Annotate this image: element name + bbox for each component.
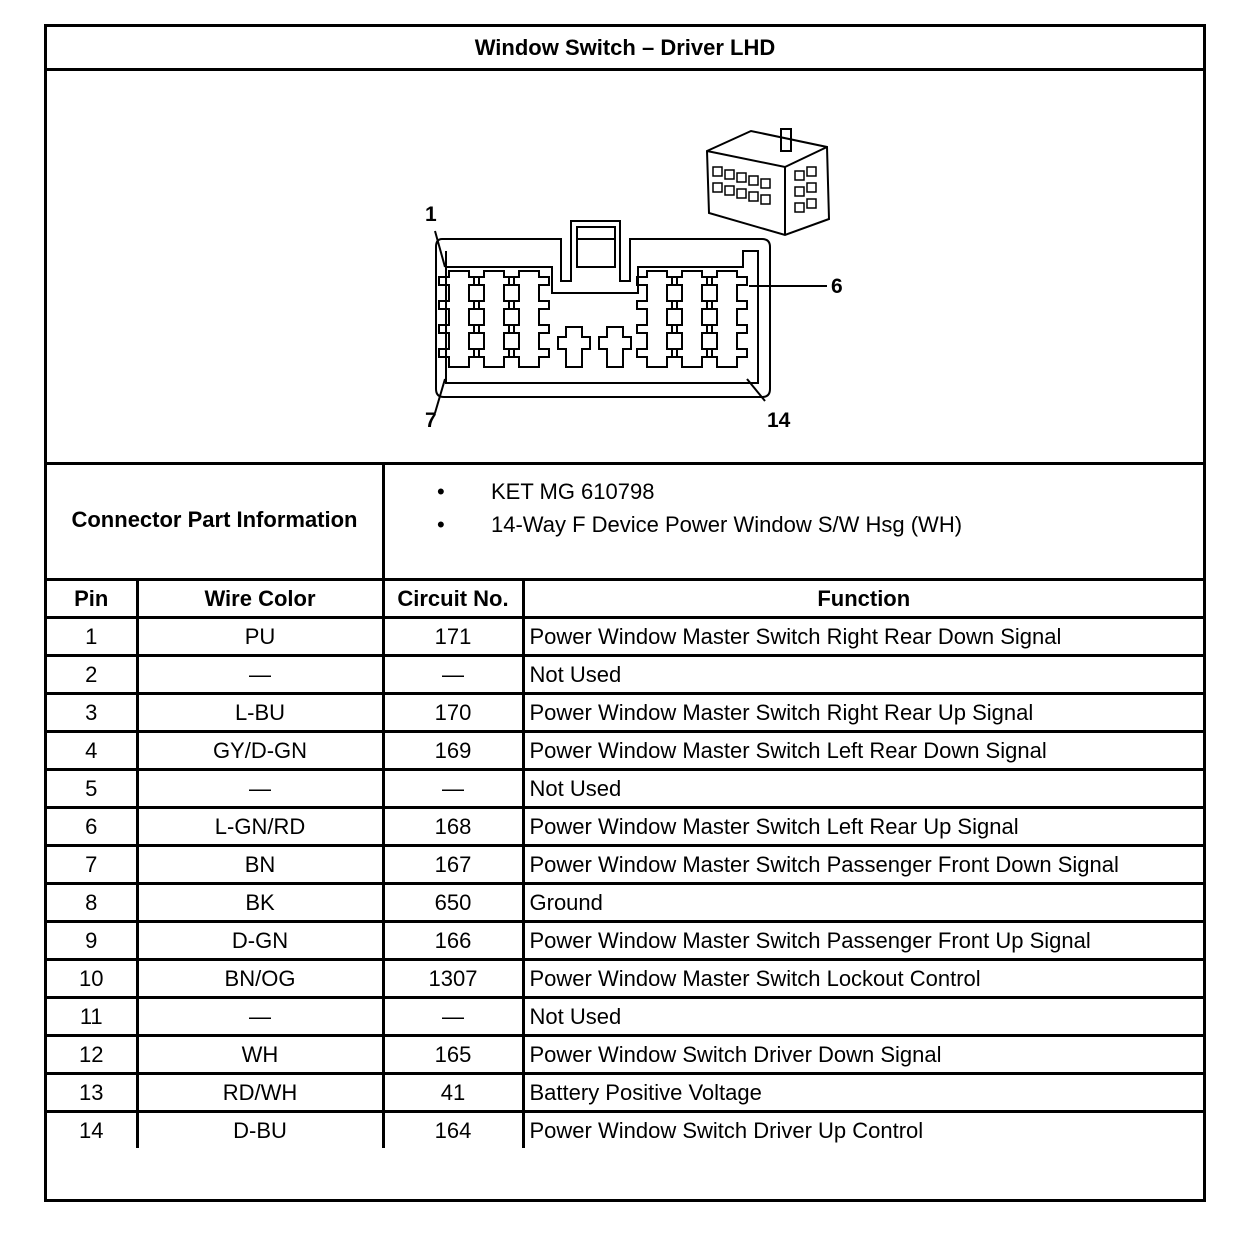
function-cell: Ground (523, 884, 1203, 922)
header-function: Function (523, 581, 1203, 618)
table-row (47, 960, 1203, 998)
callout-pin-6: 6 (831, 275, 843, 298)
circuit-cell: 169 (383, 732, 523, 770)
connector-latch (577, 227, 615, 267)
function-cell: Power Window Master Switch Left Rear Down Signal (523, 732, 1203, 770)
circuit-cell: 165 (383, 1036, 523, 1074)
pin-cell: 12 (47, 1036, 137, 1074)
pin-cell: 13 (47, 1074, 137, 1112)
pin-cell: 4 (47, 732, 137, 770)
table-row (47, 922, 1203, 960)
document-title: Window Switch – Driver LHD (47, 27, 1203, 71)
circuit-cell: 166 (383, 922, 523, 960)
callout-pin-14: 14 (767, 409, 791, 432)
circuit-cell: — (383, 770, 523, 808)
function-cell: Power Window Master Switch Right Rear Up Signal (523, 694, 1203, 732)
pin-cell: 14 (47, 1112, 137, 1149)
function-cell: Power Window Master Switch Lockout Control (523, 960, 1203, 998)
table-row (47, 846, 1203, 884)
function-cell: Not Used (523, 656, 1203, 694)
circuit-cell: 650 (383, 884, 523, 922)
circuit-cell: 41 (383, 1074, 523, 1112)
wire-color-cell: D-GN (137, 922, 383, 960)
wire-color-cell: BN/OG (137, 960, 383, 998)
table-row (47, 998, 1203, 1036)
function-cell: Power Window Master Switch Left Rear Up Signal (523, 808, 1203, 846)
table-row (47, 694, 1203, 732)
table-row (47, 656, 1203, 694)
wire-color-cell: BK (137, 884, 383, 922)
pin-cavities (439, 271, 747, 367)
part-info-item: • 14-Way F Device Power Window S/W Hsg (WH) (407, 508, 962, 541)
table-row (47, 770, 1203, 808)
circuit-cell: — (383, 656, 523, 694)
pin-cell: 7 (47, 846, 137, 884)
circuit-cell: 171 (383, 618, 523, 656)
table-row (47, 808, 1203, 846)
connector-part-info (47, 465, 1203, 581)
wire-color-cell: BN (137, 846, 383, 884)
table-row (47, 1036, 1203, 1074)
pin-cell: 6 (47, 808, 137, 846)
circuit-cell: 164 (383, 1112, 523, 1149)
pin-cell: 3 (47, 694, 137, 732)
wire-color-cell: D-BU (137, 1112, 383, 1149)
pin-cell: 11 (47, 998, 137, 1036)
circuit-cell: 1307 (383, 960, 523, 998)
function-cell: Battery Positive Voltage (523, 1074, 1203, 1112)
connector-3d-thumbnail (707, 129, 829, 235)
pin-cavity (558, 327, 590, 367)
table-row (47, 1112, 1203, 1149)
pin-cell: 5 (47, 770, 137, 808)
part-info-item: • KET MG 610798 (407, 475, 962, 508)
wire-color-cell: — (137, 998, 383, 1036)
circuit-cell: 167 (383, 846, 523, 884)
connector-figure (47, 71, 1203, 465)
connector-sheet (44, 24, 1206, 1202)
wire-color-cell: GY/D-GN (137, 732, 383, 770)
table-row (47, 1074, 1203, 1112)
wire-color-cell: PU (137, 618, 383, 656)
function-cell: Not Used (523, 998, 1203, 1036)
pin-cell: 1 (47, 618, 137, 656)
function-cell: Power Window Switch Driver Up Control (523, 1112, 1203, 1149)
connector-housing-outline (436, 221, 770, 397)
function-cell: Power Window Master Switch Right Rear Down Signal (523, 618, 1203, 656)
function-cell: Not Used (523, 770, 1203, 808)
wire-color-cell: L-GN/RD (137, 808, 383, 846)
pin-cell: 9 (47, 922, 137, 960)
table-row (47, 884, 1203, 922)
circuit-cell: 170 (383, 694, 523, 732)
pin-cell: 2 (47, 656, 137, 694)
header-circuit-no: Circuit No. (383, 581, 523, 618)
callout-pin-1: 1 (425, 203, 437, 226)
pin-table (47, 581, 1203, 1148)
table-row (47, 618, 1203, 656)
pin-cell: 8 (47, 884, 137, 922)
connector-face-drawing (47, 71, 1203, 462)
pin-cell: 10 (47, 960, 137, 998)
circuit-cell: — (383, 998, 523, 1036)
function-cell: Power Window Master Switch Passenger Front Up Signal (523, 922, 1203, 960)
wire-color-cell: — (137, 656, 383, 694)
header-pin: Pin (47, 581, 137, 618)
table-row (47, 732, 1203, 770)
callout-pin-7: 7 (425, 409, 437, 432)
wire-color-cell: — (137, 770, 383, 808)
function-cell: Power Window Master Switch Passenger Front Down Signal (523, 846, 1203, 884)
part-info-label: Connector Part Information (47, 465, 385, 578)
wire-color-cell: WH (137, 1036, 383, 1074)
circuit-cell: 168 (383, 808, 523, 846)
table-header-row (47, 581, 1203, 618)
wire-color-cell: L-BU (137, 694, 383, 732)
function-cell: Power Window Switch Driver Down Signal (523, 1036, 1203, 1074)
pin-cavity (599, 327, 631, 367)
header-wire-color: Wire Color (137, 581, 383, 618)
part-info-list (407, 475, 962, 541)
wire-color-cell: RD/WH (137, 1074, 383, 1112)
